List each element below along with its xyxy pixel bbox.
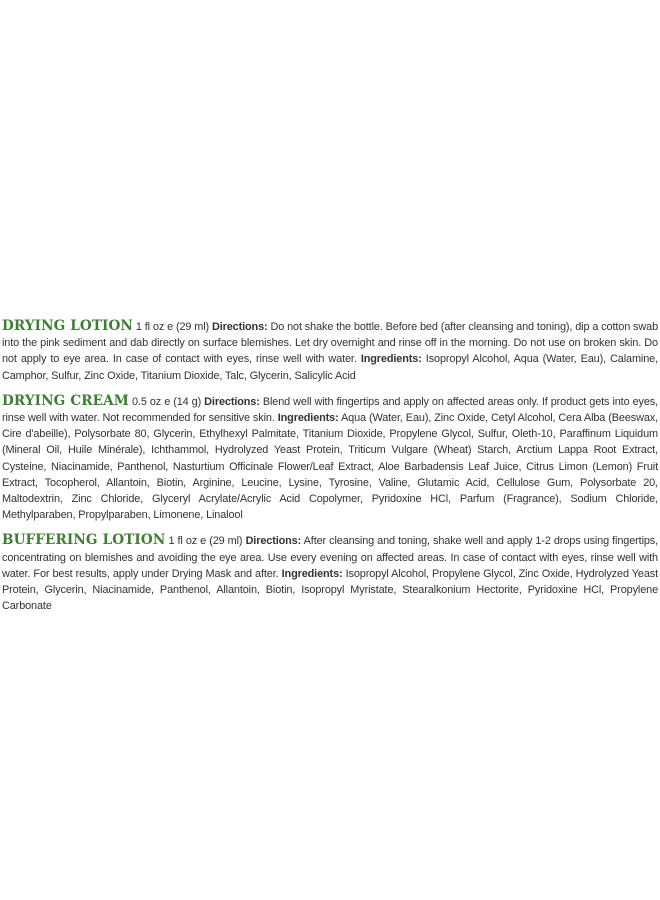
product-size: 0.5 oz e (14 g): [132, 395, 202, 408]
product-name: DRYING CREAM: [2, 392, 129, 409]
ingredients-text: Aqua (Water, Eau), Zinc Oxide, Cetyl Alcohol, Cera Alba (Beeswax, Cire d'abeille), Polysorbate 80, Glycerin, Ethylhexyl Palmitate, Titanium Dioxide, Propylene Glycol, Sulfur, Oleth-10, Paraffinum Liquidum (Mineral Oil, Huile Minérale), Ichthammol, Hydrolyzed Yeast Protein, Triticum Vulgare (Wheat) Starch, Arctium Lappa Root Extract, Cysteine, Niacinamide, Panthenol, Nasturtium Officinale Flower/Leaf Extract, Aloe Barbadensis Leaf Juice, Citrus Limon (Lemon) Fruit Extract, Tocopherol, Allantoin, Biotin, Arginine, Leucine, Lysine, Tyrosine, Valine, Glutamic Acid, Cellulose Gum, Polysorbate 20, Maltodextrin, Zinc Chloride, Glyceryl Acrylate/Acrylic Acid Copolymer, Pyridoxine HCl, Parfum (Fragrance), Sodium Chloride, Methylparaben, Propylparaben, Limonene, Linalool: [2, 412, 658, 522]
product-size: 1 fl oz e (29 ml): [168, 535, 243, 548]
ingredients-text: Isopropyl Alcohol, Aqua (Water, Eau), Calamine, Camphor, Sulfur, Zinc Oxide, Titanium Dioxide, Talc, Glycerin, Salicylic Acid: [2, 353, 659, 382]
directions-label: Directions:: [211, 321, 268, 333]
directions-label: Directions:: [204, 395, 260, 408]
directions-label: Directions:: [245, 535, 302, 548]
ingredients-label: Ingredients:: [277, 412, 339, 425]
product-size: 1 fl oz e (29 ml): [135, 321, 210, 333]
ingredients-text: Isopropyl Alcohol, Propylene Glycol, Zinc Oxide, Hydrolyzed Yeast Protein, Glycerin, Niacinamide, Panthenol, Allantoin, Biotin, Isopropyl Myristate, Stearalkonium Hectorite, Pyridoxine HCl, Propylene Carbonate: [2, 567, 659, 613]
product-entry-buffering-lotion: [2, 532, 658, 614]
directions-text: Blend well with fingertips and apply on affected areas only. If product gets into eyes, rinse well with water. Not recommended for sensitive skin.: [2, 395, 659, 425]
ingredients-label: Ingredients:: [360, 353, 422, 366]
product-name: BUFFERING LOTION: [2, 532, 166, 549]
product-entry-drying-cream: [2, 393, 658, 524]
product-entry-drying-lotion: [2, 318, 658, 384]
ingredients-label: Ingredients:: [281, 567, 343, 580]
product-info-panel: [2, 318, 658, 623]
directions-text: Do not shake the bottle. Before bed (after cleansing and toning), dip a cotton swab into the pink sediment and dab directly on surface blemishes. Let dry overnight and rinse off in the morning. Do not use on broken skin. Do not apply to eye area. In case of contact with eyes, rinse well with water.: [2, 321, 659, 366]
product-name: DRYING LOTION: [2, 318, 133, 334]
directions-text: After cleansing and toning, shake well and apply 1-2 drops using fingertips, concentrating on blemishes and avoiding the eye area. Use every evening on affected areas. In case of contact with eyes, rinse well with water. For best results, apply under Drying Mask and after.: [2, 535, 659, 580]
